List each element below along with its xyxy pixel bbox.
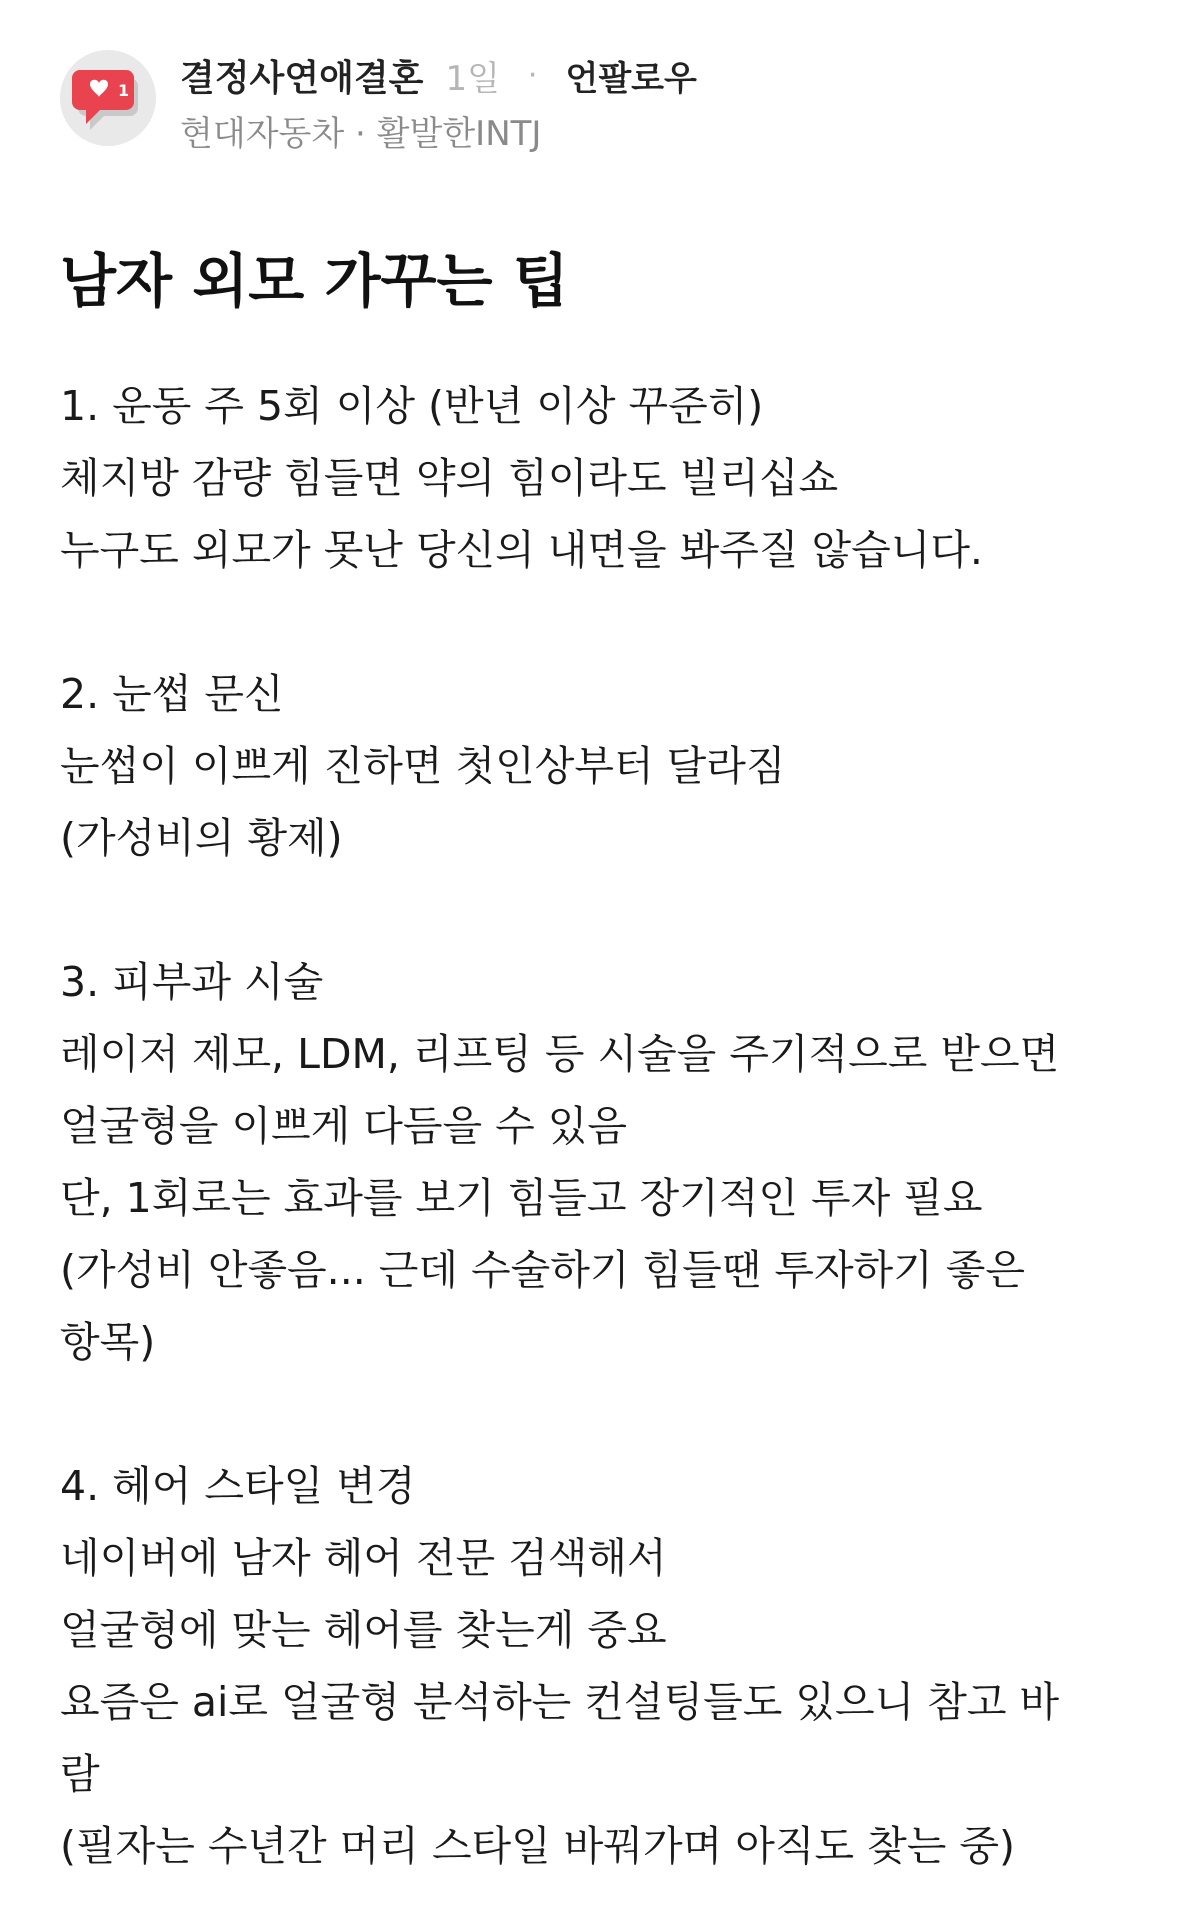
body-line: 항목) [60, 1318, 156, 1366]
post-time: 1일 [445, 58, 500, 99]
separator-dot: · [527, 57, 538, 93]
body-line: 4. 헤어 스타일 변경 [60, 1462, 416, 1510]
body-line: 눈썹이 이쁘게 진하면 첫인상부터 달라짐 [60, 742, 786, 790]
body-line: 람 [60, 1750, 100, 1798]
blank-line [60, 586, 1130, 658]
heart-notification-icon [60, 50, 156, 146]
body-line: 1. 운동 주 5회 이상 (반년 이상 꾸준히) [60, 382, 764, 430]
body-line: 단, 1회로는 효과를 보기 힘들고 장기적인 투자 필요 [60, 1174, 983, 1222]
author-company: 현대자동차 · 활발한INTJ [180, 113, 542, 154]
post-title: 남자 외모 가꾸는 팁 [60, 247, 569, 315]
post-header [60, 50, 1120, 154]
body-line: 누구도 외모가 못난 당신의 내면을 봐주질 않습니다. [60, 526, 983, 574]
body-line: 요즘은 ai로 얼굴형 분석하는 컨설팅들도 있으니 참고 바 [60, 1678, 1060, 1726]
avatar-badge-count: 1 [118, 81, 130, 100]
body-line: 레이저 제모, LDM, 리프팅 등 시술을 주기적으로 받으면 [60, 1030, 1060, 1078]
body-line: (가성비 안좋음... 근데 수술하기 힘들땐 투자하기 좋은 [60, 1246, 1026, 1294]
unfollow-button[interactable]: 언팔로우 [565, 58, 697, 99]
body-line: 3. 피부과 시술 [60, 958, 324, 1006]
body-line: 2. 눈썹 문신 [60, 670, 284, 718]
body-line: (가성비의 황제) [60, 814, 343, 862]
author-meta [180, 50, 1080, 152]
body-line: 얼굴형에 맞는 헤어를 찾는게 중요 [60, 1606, 667, 1654]
body-line: 네이버에 남자 헤어 전문 검색해서 [60, 1534, 667, 1582]
body-line: (필자는 수년간 머리 스타일 바꿔가며 아직도 찾는 중) [60, 1822, 1015, 1870]
author-name[interactable]: 결정사연애결혼 [180, 57, 424, 99]
author-avatar[interactable] [60, 50, 156, 146]
author-line [180, 50, 1080, 100]
post-body [60, 370, 1130, 1882]
blank-line [60, 1378, 1130, 1450]
blank-line [60, 874, 1130, 946]
body-line: 얼굴형을 이쁘게 다듬을 수 있음 [60, 1102, 628, 1150]
body-line: 체지방 감량 힘들면 약의 힘이라도 빌리십쇼 [60, 454, 839, 502]
